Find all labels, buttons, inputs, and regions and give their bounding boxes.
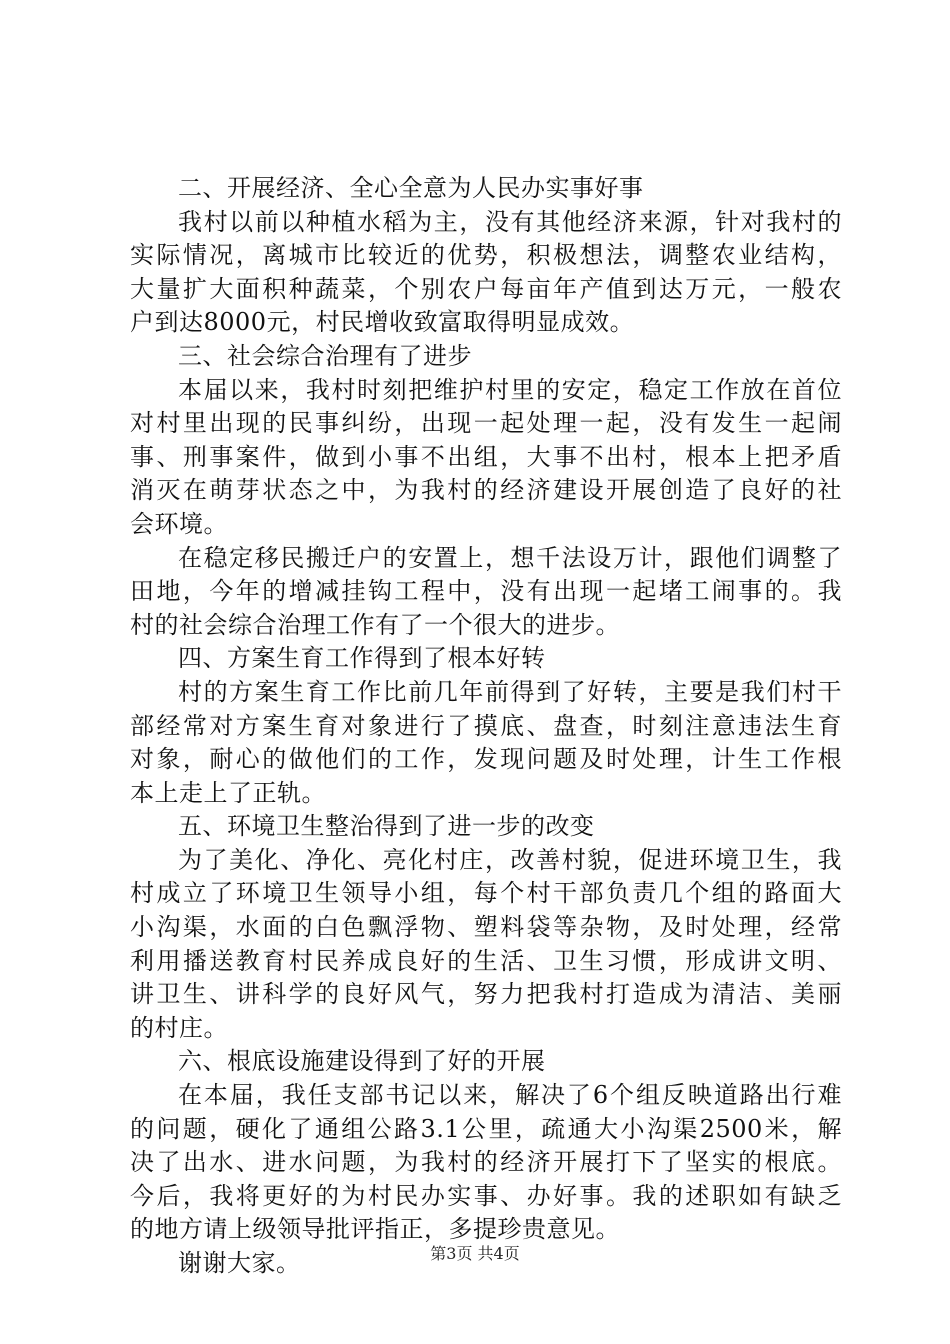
text-line: 六、根底设施建设得到了好的开展 — [178, 1047, 546, 1076]
text-line: 我村以前以种植水稻为主，没有其他经济来源，针对我村的 — [178, 207, 842, 236]
text-line: 决了出水、进水问题，为我村的经济开展打下了坚实的根底。 — [130, 1148, 842, 1177]
text-line: 利用播送教育村民养成良好的生活、卫生习惯，形成讲文明、 — [130, 946, 842, 975]
text-line: 本届以来，我村时刻把维护村里的安定，稳定工作放在首位 — [178, 375, 842, 404]
text-line: 的问题，硬化了通组公路3.1公里，疏通大小沟渠2500米，解 — [130, 1114, 842, 1143]
text-line: 二、开展经济、全心全意为人民办实事好事 — [178, 174, 644, 202]
text-line: 村成立了环境卫生领导小组，每个村干部负责几个组的路面大 — [130, 879, 842, 908]
text-line: 对村里出现的民事纠纷，出现一起处理一起，没有发生一起闹 — [130, 409, 842, 438]
text-line: 会环境。 — [130, 509, 228, 538]
text-line: 部经常对方案生育对象进行了摸底、盘查，时刻注意违法生育 — [130, 711, 842, 740]
text-line: 大量扩大面积种蔬菜，个别农户每亩年产值到达万元，一般农 — [130, 274, 842, 303]
text-line: 本上走上了正轨。 — [130, 778, 326, 807]
text-line: 对象，耐心的做他们的工作，发现问题及时处理，计生工作根 — [130, 745, 842, 774]
page-footer: 第3页 共4页 — [430, 1244, 520, 1263]
text-line: 今后，我将更好的为村民办实事、办好事。我的述职如有缺乏 — [130, 1181, 842, 1210]
text-line: 实际情况，离城市比较近的优势，积极想法，调整农业结构， — [130, 241, 842, 270]
text-line: 的地方请上级领导批评指正，多提珍贵意见。 — [130, 1215, 620, 1244]
text-line: 事、刑事案件，做到小事不出组，大事不出村，根本上把矛盾 — [130, 442, 842, 471]
text-line: 田地，今年的增减挂钩工程中，没有出现一起堵工闹事的。我 — [130, 577, 842, 606]
text-line: 户到达8000元，村民增收致富取得明显成效。 — [130, 308, 635, 337]
text-line: 小沟渠，水面的白色飘浮物、塑料袋等杂物，及时处理，经常 — [130, 913, 842, 942]
text-line: 村的社会综合治理工作有了一个很大的进步。 — [130, 610, 620, 639]
text-line: 四、方案生育工作得到了根本好转 — [178, 644, 546, 673]
text-line: 的村庄。 — [130, 1013, 228, 1042]
text-line: 三、社会综合治理有了进步 — [178, 341, 472, 370]
text-line: 在稳定移民搬迁户的安置上，想千法设万计，跟他们调整了 — [178, 543, 842, 572]
text-line: 消灭在萌芽状态之中，为我村的经济建设开展创造了良好的社 — [130, 476, 842, 505]
text-line: 村的方案生育工作比前几年前得到了好转，主要是我们村干 — [178, 677, 842, 706]
text-line: 在本届，我任支部书记以来，解决了6个组反映道路出行难 — [178, 1081, 842, 1110]
text-line: 为了美化、净化、亮化村庄，改善村貌，促进环境卫生，我 — [178, 845, 842, 874]
text-line: 谢谢大家。 — [178, 1249, 301, 1277]
text-line: 五、环境卫生整治得到了进一步的改变 — [178, 812, 595, 841]
text-line: 讲卫生、讲科学的良好风气，努力把我村打造成为清洁、美丽 — [130, 980, 842, 1009]
document-body — [130, 172, 842, 1281]
